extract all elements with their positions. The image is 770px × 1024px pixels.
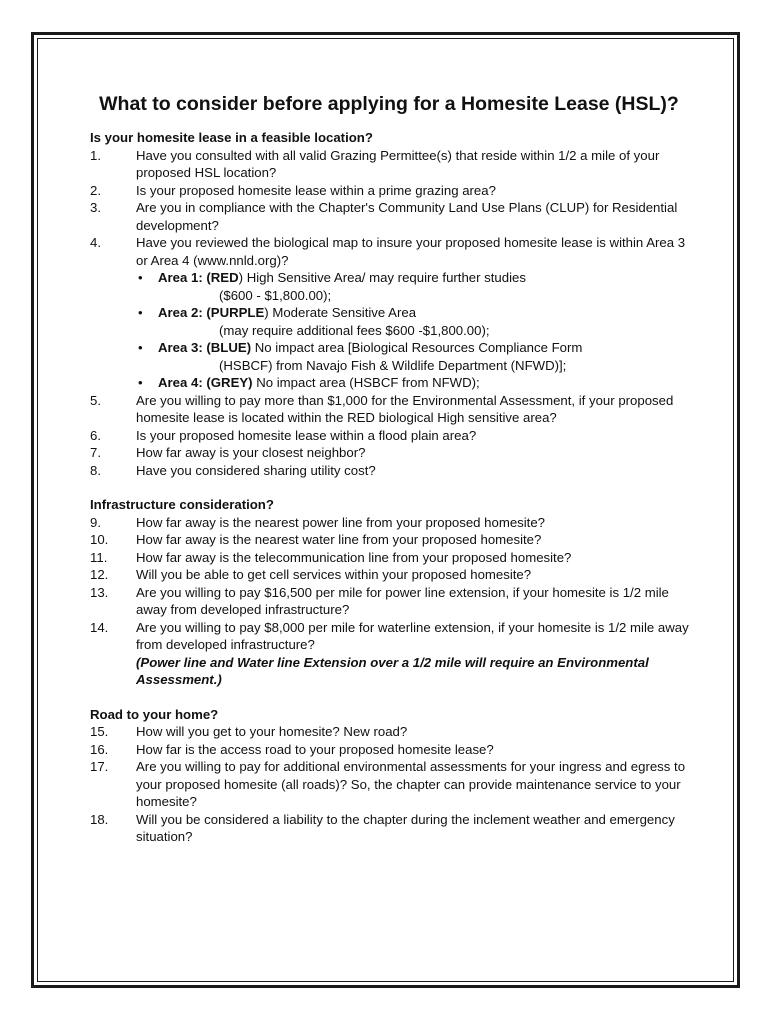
list-item: 2. Is your proposed homesite lease within a prime grazing area?: [90, 182, 496, 198]
environmental-note: (Power line and Water line Extension over a 1/2 mile will require an Environmental Assessment.): [136, 654, 649, 687]
list-item: 4. Have you reviewed the biological map to insure your proposed homesite lease is within Area 3 or Area 4 (www.nnld.org)? • Area 1: (RED) High Sensitive Area/ may require further studies ($600 - $1,800.00); • Area 2: (PURPLE) Moderate Sensitive Area (may require additional fees $600 -$1,800.00); • Area 3: (BLUE) No impact area [Biological Resources Compliance Form (HSBCF) from Navajo Fish & Wildlife Department (NFWD)]; • Area 4: (GREY) No impact area (HSBCF from NFWD);: [90, 234, 690, 392]
section-heading-road: Road to your home?: [90, 706, 219, 722]
section-heading-location: Is your homesite lease in a feasible location?: [90, 130, 373, 145]
list-item: 17. Are you willing to pay for additional environmental assessments for your ingress and egress to your proposed homesite (all roads)? So, the chapter can provide maintenance service to your homesite?: [90, 759, 686, 809]
area-bullet-1: • Area 1: (RED) High Sensitive Area/ may require further studies ($600 - $1,800.00);: [138, 270, 526, 303]
list-item: 14. Are you willing to pay $8,000 per mile for waterline extension, if your homesite is 1/2 mile away from developed infrastructure? (Power line and Water line Extension over a 1/2 mile will require an Environmental Assessment.): [90, 619, 689, 687]
list-item: 8. Have you considered sharing utility cost?: [90, 462, 376, 478]
section-heading-infrastructure: Infrastructure consideration?: [90, 497, 274, 512]
list-item: 5. Are you willing to pay more than $1,000 for the Environmental Assessment, if your proposed homesite lease is located within the RED biological High sensitive area?: [90, 392, 674, 425]
infrastructure-list: [90, 514, 690, 689]
document-body: [90, 92, 690, 846]
list-item: 7. How far away is your closest neighbor?: [90, 445, 366, 460]
list-item: 16. How far is the access road to your proposed homesite lease?: [90, 741, 494, 757]
list-item: 11. How far away is the telecommunication line from your proposed homesite?: [90, 549, 572, 565]
list-item: 15. How will you get to your homesite? New road?: [90, 724, 408, 739]
bullet-icon: •: [138, 305, 143, 320]
list-item: 18. Will you be considered a liability to the chapter during the inclement weather and emergency situation?: [90, 811, 675, 844]
area-bullet-4: • Area 4: (GREY) No impact area (HSBCF from NFWD);: [138, 375, 480, 390]
area-bullet-3: • Area 3: (BLUE) No impact area [Biological Resources Compliance Form (HSBCF) from Navajo Fish & Wildlife Department (NFWD)];: [138, 340, 583, 373]
bullet-icon: •: [138, 270, 143, 285]
list-item: 13. Are you willing to pay $16,500 per mile for power line extension, if your homesite is 1/2 mile away from developed infrastructure?: [90, 584, 669, 617]
area-list: [136, 269, 690, 392]
list-item: 12. Will you be able to get cell services within your proposed homesite?: [90, 567, 532, 582]
road-list: [90, 723, 690, 846]
list-item: 9. How far away is the nearest power line from your proposed homesite?: [90, 514, 546, 530]
list-item: 6. Is your proposed homesite lease within a flood plain area?: [90, 427, 477, 443]
list-item: 1. Have you consulted with all valid Grazing Permittee(s) that reside within 1/2 a mile of your proposed HSL location?: [90, 147, 660, 180]
area-bullet-2: • Area 2: (PURPLE) Moderate Sensitive Area (may require additional fees $600 -$1,800.00);: [138, 305, 490, 338]
list-item: 10. How far away is the nearest water line from your proposed homesite?: [90, 532, 542, 547]
list-item: 3. Are you in compliance with the Chapter's Community Land Use Plans (CLUP) for Residential development?: [90, 200, 678, 233]
page-title: What to consider before applying for a Homesite Lease (HSL)?: [99, 93, 679, 115]
location-list: [90, 147, 690, 480]
bullet-icon: •: [138, 340, 143, 355]
bullet-icon: •: [138, 375, 143, 390]
